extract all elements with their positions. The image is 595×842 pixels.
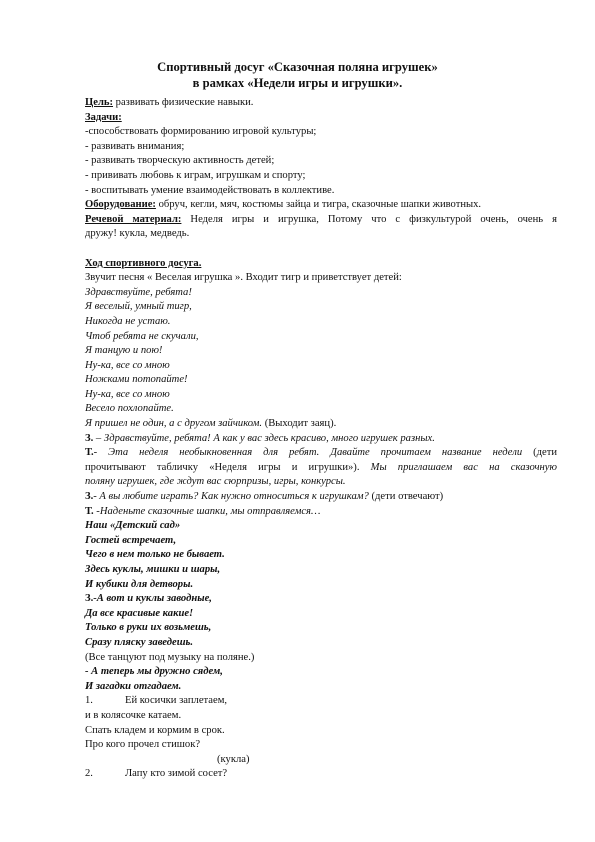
tiger-line-4 <box>85 505 557 520</box>
poem-line: Здравствуйте, ребята! <box>85 286 192 298</box>
tiger-text: -Наденьте сказочные шапки, мы отправляемся… <box>93 505 321 517</box>
riddle-1-answer: (кукла) <box>217 753 250 765</box>
came-italic: Я пришел не один, а с другом зайчиком. <box>85 418 263 430</box>
came-note: (Выходит заяц). <box>262 418 337 430</box>
riddle-1-number: 1. <box>85 695 93 707</box>
poem-line: Наш «Детский сад» <box>85 520 181 532</box>
course-heading: Ход спортивного досуга. <box>85 257 202 269</box>
speech-label: Речевой материал: <box>85 213 182 225</box>
document-title-line-1: Спортивный досуг «Сказочная поляна игрушек» <box>157 60 438 74</box>
hare-label: З. <box>85 491 94 503</box>
goal-text: развивать физические навыки. <box>113 97 254 108</box>
poem-line: Ну-ка, все со мною <box>85 359 170 371</box>
hare-line-3 <box>85 592 557 607</box>
equipment-text: обруч, кегли, мяч, костюмы зайца и тигра, сказочные шапки животных. <box>155 199 482 211</box>
tiger-label: Т. <box>85 447 94 459</box>
tiger-label: Т. <box>85 505 94 517</box>
tiger-note: (дети <box>522 447 557 459</box>
music-line: Звучит песня « Веселая игрушка ». Входит тигр и приветствует детей: <box>85 272 402 284</box>
hare-line-2 <box>85 490 557 505</box>
riddle-line: Ей косички заплетаем, <box>125 695 228 707</box>
task-item: - воспитывать умение взаимодействовать в коллективе. <box>85 184 335 196</box>
document-body <box>85 96 557 782</box>
tiger-text: Мы приглашаем вас на сказочную <box>359 461 557 473</box>
riddle-line: Про кого прочел стишок? <box>85 739 201 751</box>
tiger-line-2 <box>85 461 557 476</box>
riddle-2-number: 2. <box>85 768 93 780</box>
came-line <box>85 417 557 432</box>
riddle-2-first-line <box>85 767 557 782</box>
poem-line: Здесь куклы, мишки и шары, <box>85 564 221 575</box>
equipment-line <box>85 198 557 213</box>
poem-line: Чего в нем только не бывает. <box>85 549 225 561</box>
task-item: - развивать внимания; <box>85 140 185 152</box>
poem-line: Только в руки их возьмешь, <box>85 622 212 634</box>
hare-text: – Здравствуйте, ребята! А как у вас здесь красиво, много игрушек разных. <box>93 432 435 444</box>
tiger-note: прочитывают табличку «Неделя игры и игрушки»). <box>85 461 360 473</box>
poem-line: Чтоб ребята не скучали, <box>85 330 199 342</box>
dance-note: (Все танцуют под музыку на поляне.) <box>85 651 255 663</box>
spacer <box>85 242 557 257</box>
equipment-label: Оборудование: <box>85 199 156 211</box>
document-title-line-2: в рамках «Недели игры и игрушки». <box>192 76 403 90</box>
hare-note: (дети отвечают) <box>368 491 444 503</box>
tiger-line-3: поляну игрушек, где ждут вас сюрпризы, игры, конкурсы. <box>85 476 346 488</box>
poem-line: Я веселый, умный тигр, <box>85 301 192 313</box>
poem-line: Сразу пляску заведешь. <box>85 636 194 648</box>
poem-line: Весело похлопайте. <box>85 403 174 415</box>
speech-line-2: дружу! кукла, медведь. <box>85 228 190 240</box>
hare-text: - А вы любите играть? Как нужно относиться к игрушкам? <box>93 491 369 503</box>
task-item: - прививать любовь к играм, игрушкам и спорту; <box>85 169 306 181</box>
poem-line: Да все красивые какие! <box>85 607 194 619</box>
riddles-intro-line: - А теперь мы дружно сядем, <box>85 666 223 678</box>
hare-label: З. <box>85 593 94 605</box>
tiger-line-1 <box>85 446 557 461</box>
tasks-label: Задачи: <box>85 111 122 123</box>
goal-line <box>85 96 557 111</box>
poem-line: Я танцую и пою! <box>85 345 163 357</box>
goal-label: Цель: <box>85 97 114 108</box>
speech-line-1 <box>85 213 557 228</box>
poem-line: Никогда не устаю. <box>85 315 171 327</box>
task-item: - развивать творческую активность детей; <box>85 155 275 167</box>
tiger-text: - Эта неделя необыкновенная для ребят. Давайте прочитаем название недели <box>93 447 523 459</box>
hare-label: З. <box>85 432 94 444</box>
riddle-line: и в колясочке катаем. <box>85 709 182 721</box>
hare-line-1 <box>85 432 557 447</box>
poem-line: Ну-ка, все со мною <box>85 388 170 400</box>
speech-text: Неделя игры и игрушка, Потому что с физкультурой очень, очень я <box>181 213 557 225</box>
hare-text: -А вот и куклы заводные, <box>93 593 212 605</box>
task-item: -способствовать формированию игровой культуры; <box>85 126 317 138</box>
riddle-line: Спать кладем и кормим в срок. <box>85 724 225 736</box>
poem-line: Гостей встречает, <box>85 534 177 546</box>
poem-line: И кубики для детворы. <box>85 578 194 590</box>
poem-line: Ножками потопайте! <box>85 374 188 386</box>
riddle-1-first-line <box>85 694 557 709</box>
riddles-intro-line: И загадки отгадаем. <box>85 680 182 692</box>
riddle-line: Лапу кто зимой сосет? <box>125 768 228 780</box>
